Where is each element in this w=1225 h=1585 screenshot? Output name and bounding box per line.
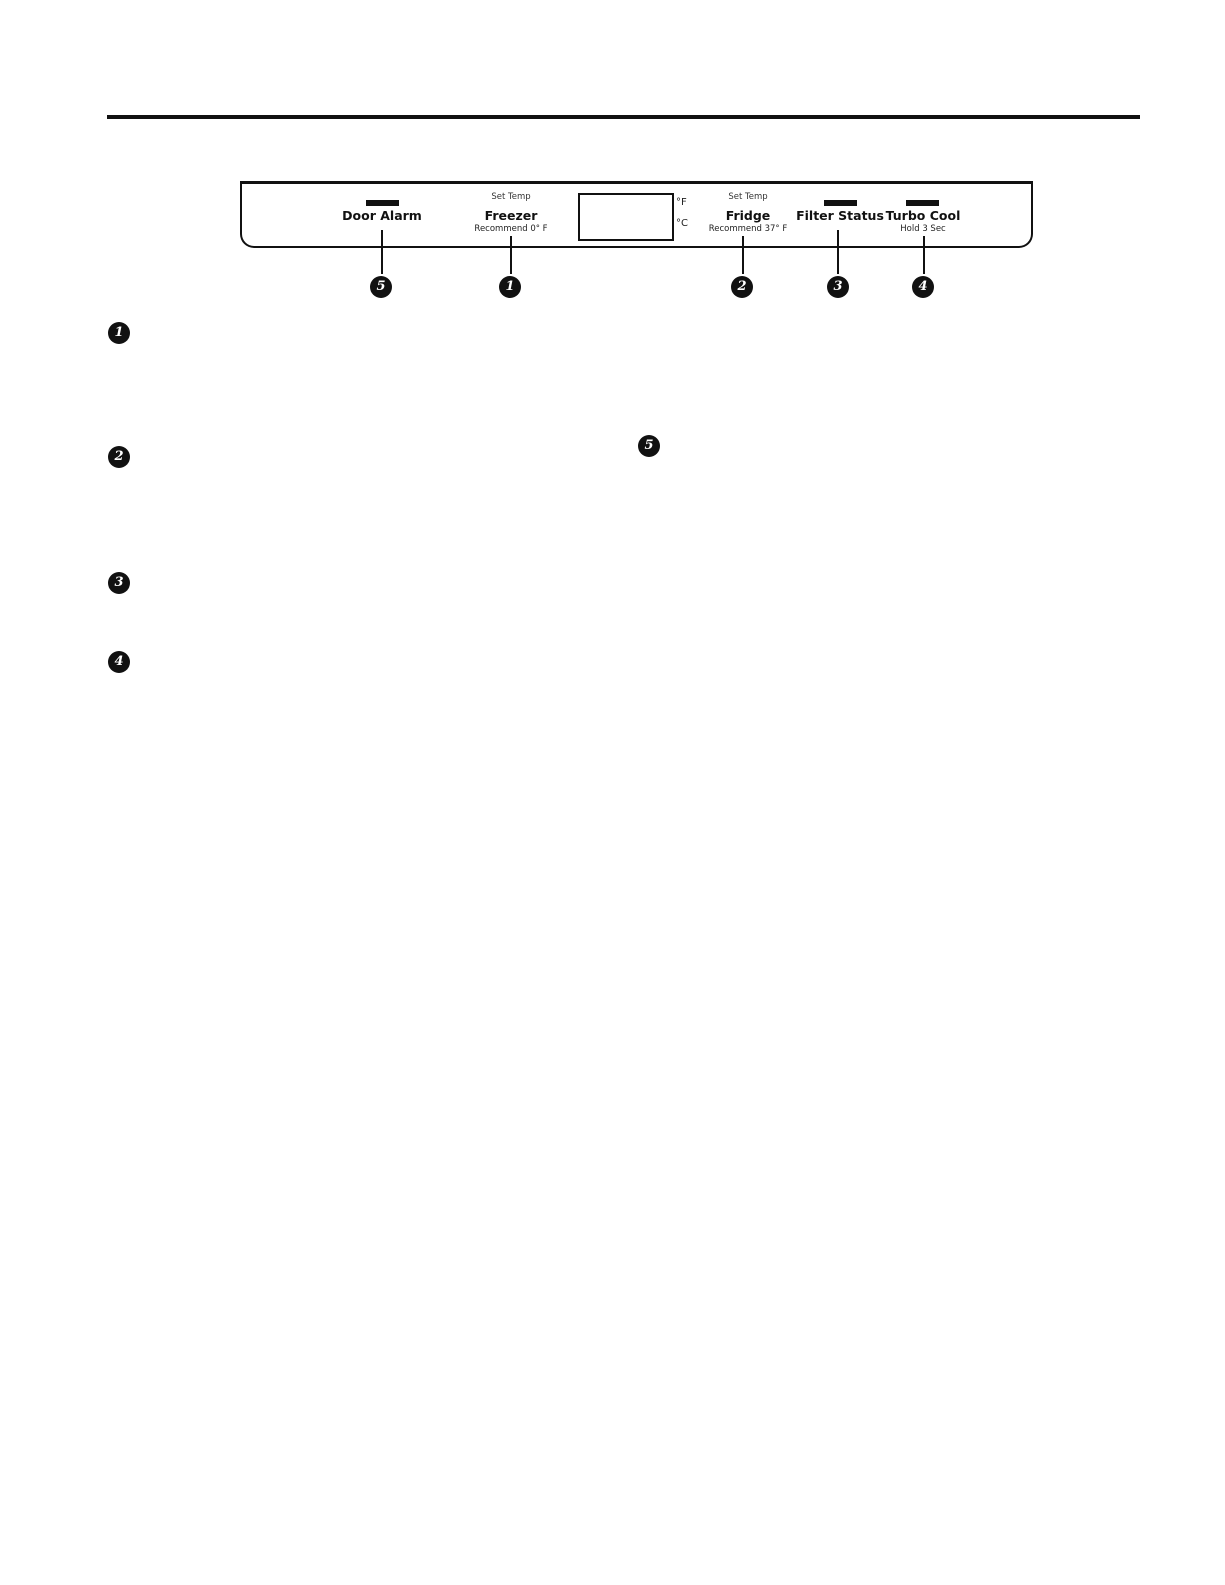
callout-badge-fridge: 2 xyxy=(731,276,753,298)
turbo-cool-indicator-light xyxy=(906,200,939,206)
section-marker-1: 1 xyxy=(108,322,130,344)
callout-badge-filter-status: 3 xyxy=(827,276,849,298)
header-rule xyxy=(107,115,1140,119)
filter-status-indicator-light xyxy=(824,200,857,206)
filter-status-leader-line xyxy=(837,230,839,274)
fridge-recommend-text: Recommend 37° F xyxy=(708,224,788,234)
celsius-unit: °C xyxy=(676,218,688,229)
temperature-display xyxy=(578,193,674,241)
freezer-set-temp-label: Set Temp xyxy=(491,192,531,202)
turbo-cool-leader-line xyxy=(923,236,925,274)
section-marker-2: 2 xyxy=(108,446,130,468)
section-marker-3: 3 xyxy=(108,572,130,594)
callout-badge-turbo-cool: 4 xyxy=(912,276,934,298)
fridge-button[interactable]: Fridge xyxy=(725,208,771,223)
freezer-recommend-text: Recommend 0° F xyxy=(474,224,548,234)
freezer-leader-line xyxy=(510,236,512,274)
section-marker-4: 4 xyxy=(108,651,130,673)
turbo-cool-hint-text: Hold 3 Sec xyxy=(900,224,946,234)
turbo-cool-button[interactable]: Turbo Cool xyxy=(885,208,961,223)
section-marker-5: 5 xyxy=(638,435,660,457)
callout-badge-freezer: 1 xyxy=(499,276,521,298)
door-alarm-button[interactable]: Door Alarm xyxy=(342,208,422,223)
callout-badge-door-alarm: 5 xyxy=(370,276,392,298)
freezer-button[interactable]: Freezer xyxy=(484,208,538,223)
filter-status-button[interactable]: Filter Status xyxy=(796,208,884,223)
fahrenheit-unit: °F xyxy=(676,197,687,208)
fridge-set-temp-label: Set Temp xyxy=(728,192,768,202)
door-alarm-leader-line xyxy=(381,230,383,274)
door-alarm-indicator-light xyxy=(366,200,399,206)
fridge-leader-line xyxy=(742,236,744,274)
